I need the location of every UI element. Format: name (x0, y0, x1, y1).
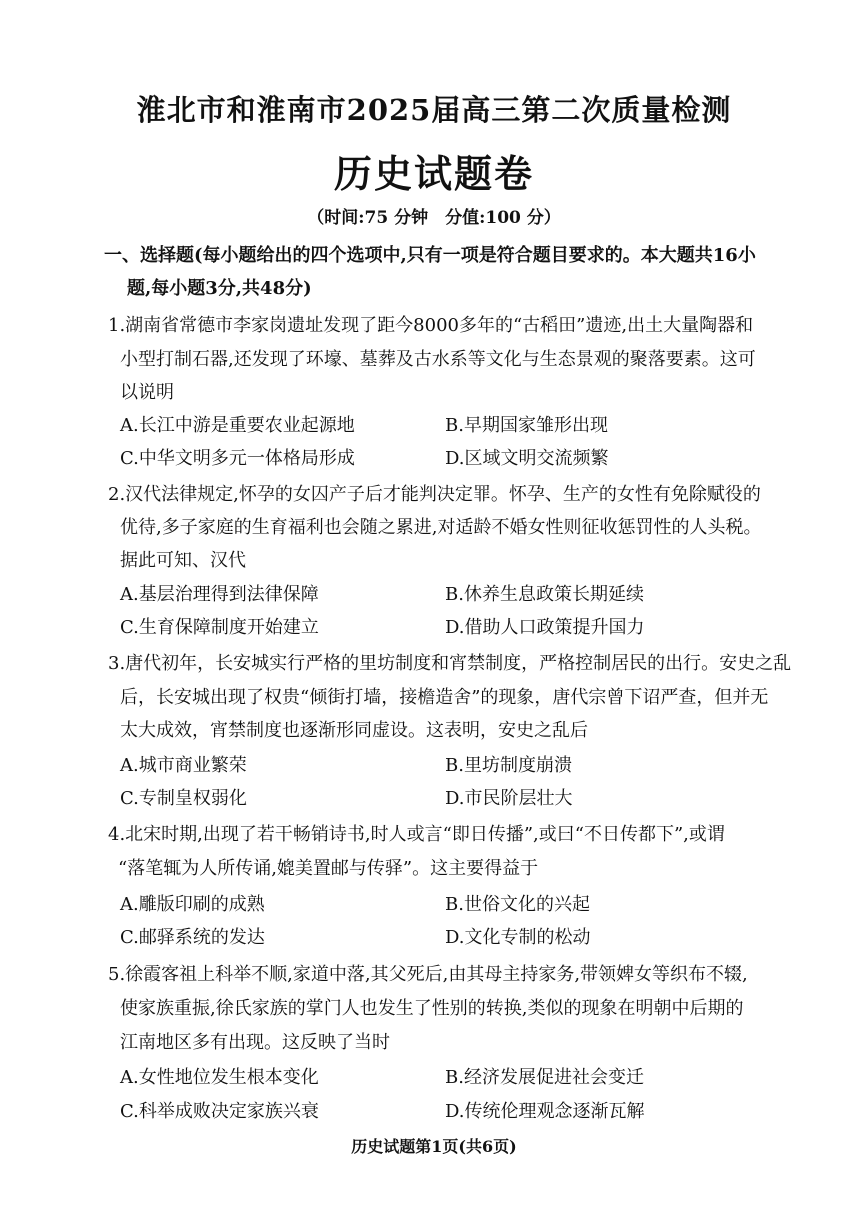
option-c: C.科举成败决定家族兴衰 (120, 1101, 319, 1122)
question-stem-line: 太大成效，宵禁制度也逐渐形同虚设。这表明，安史之乱后 (120, 720, 588, 741)
question-stem-line: 使家族重振,徐氏家族的掌门人也发生了性别的转换,类似的现象在明朝中后期的 (120, 998, 744, 1019)
option-b: B.世俗文化的兴起 (445, 894, 590, 915)
question-stem-line: 以说明 (120, 382, 174, 403)
option-c: C.专制皇权弱化 (120, 788, 247, 809)
exam-name: 淮北市和淮南市2025届高三第二次质量检测 (136, 93, 732, 127)
question-stem-line: 2.汉代法律规定,怀孕的女囚产子后才能判决定罪。怀孕、生产的女性有免除赋役的 (108, 484, 761, 505)
option-d: D.借助人口政策提升国力 (445, 617, 645, 638)
question-stem-line: 小型打制石器,还发现了环壕、墓葬及古水系等文化与生态景观的聚落要素。这可 (120, 349, 756, 370)
option-d: D.市民阶层壮大 (445, 788, 573, 809)
option-b: B.早期国家雏形出现 (445, 415, 608, 436)
option-c: C.中华文明多元一体格局形成 (120, 448, 355, 469)
option-a: A.基层治理得到法律保障 (120, 584, 319, 605)
option-d: D.区域文明交流频繁 (445, 448, 609, 469)
question-stem-line: 1.湖南省常德市李家岗遗址发现了距今8000多年的“古稻田”遗迹,出土大量陶器和 (108, 315, 754, 336)
section-line: 题,每小题3分,共48分) (127, 278, 312, 299)
time-and-score: （时间:75 分钟 分值:100 分） (307, 208, 561, 228)
option-a: A.城市商业繁荣 (120, 755, 247, 776)
question-stem-line: 4.北宋时期,出现了若干畅销诗书,时人或言“即日传播”,或曰“不日传都下”,或谓 (108, 824, 725, 845)
question-stem-line: 后，长安城出现了权贵“倾街打墙，接檐造舍”的现象，唐代宗曾下诏严查，但并无 (120, 687, 769, 708)
question-stem-line: 据此可知、汉代 (120, 550, 246, 571)
option-b: B.经济发展促进社会变迁 (445, 1067, 644, 1088)
question-stem-line: 江南地区多有出现。这反映了当时 (120, 1032, 390, 1053)
option-b: B.休养生息政策长期延续 (445, 584, 644, 605)
option-d: D.传统伦理观念逐渐瓦解 (445, 1101, 645, 1122)
option-a: A.雕版印刷的成熟 (120, 894, 265, 915)
option-d: D.文化专制的松动 (445, 927, 591, 948)
option-b: B.里坊制度崩溃 (445, 755, 572, 776)
subject-title: 历史试题卷 (333, 151, 534, 196)
option-c: C.邮驿系统的发达 (120, 927, 265, 948)
option-a: A.女性地位发生根本变化 (120, 1067, 319, 1088)
section-line: 一、选择题(每小题给出的四个选项中,只有一项是符合题目要求的。本大题共16小 (104, 245, 756, 266)
question-stem-line: 优待,多子家庭的生育福利也会随之累进,对适龄不婚女性则征收惩罚性的人头税。 (120, 517, 762, 538)
question-stem-line: 5.徐霞客祖上科举不顺,家道中落,其父死后,由其母主持家务,带领婢女等织布不辍, (108, 964, 748, 985)
question-stem-line: 3.唐代初年，长安城实行严格的里坊制度和宵禁制度，严格控制居民的出行。安史之乱 (108, 653, 792, 674)
option-a: A.长江中游是重要农业起源地 (120, 415, 355, 436)
option-c: C.生育保障制度开始建立 (120, 617, 319, 638)
page-footer: 历史试题第1页(共6页) (351, 1137, 517, 1156)
question-stem-line: “落笔辄为人所传诵,媲美置邮与传驿”。这主要得益于 (118, 858, 539, 879)
